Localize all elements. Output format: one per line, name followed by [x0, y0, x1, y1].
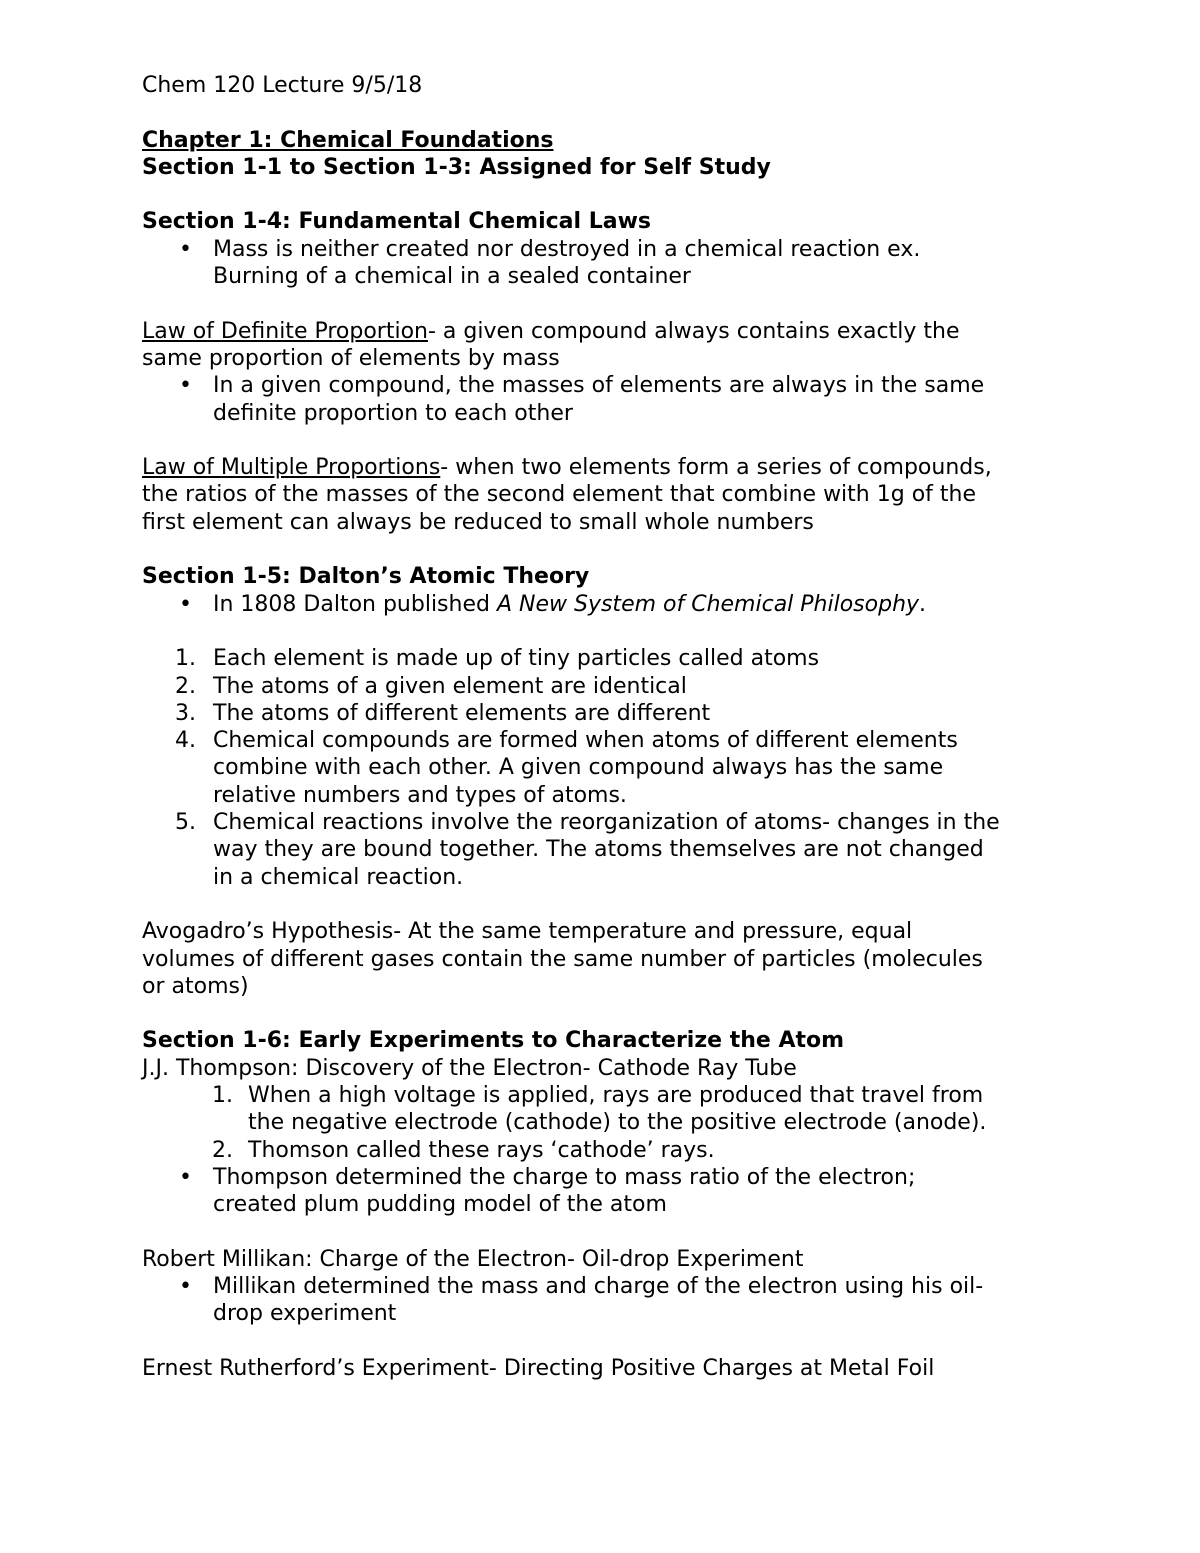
list-item-text: the negative electrode (cathode) to the positive electrode (anode).: [248, 1110, 987, 1136]
list-item-text: Chemical compounds are formed when atoms of different elements: [213, 728, 958, 754]
list-item: [142, 645, 1062, 672]
avogadro-hypothesis: Avogadro’s Hypothesis- At the same temperature and pressure, equal: [142, 919, 913, 945]
millikan-bullets: [142, 1273, 1062, 1328]
list-item-text: created plum pudding model of the atom: [213, 1192, 667, 1218]
list-item: [142, 591, 1062, 618]
list-item-text: Burning of a chemical in a sealed container: [213, 264, 691, 290]
document-header: Chem 120 Lecture 9/5/18: [142, 73, 423, 98]
section-1-5-bullets: [142, 591, 1062, 618]
section-1-4-heading: Section 1-4: Fundamental Chemical Laws: [142, 209, 651, 235]
list-item-text: The atoms of a given element are identical: [213, 673, 687, 699]
list-item-text: The atoms of different elements are different: [213, 700, 711, 726]
multiple-proportions-term: Law of Multiple Proportions: [142, 455, 441, 481]
list-item-text: Each element is made up of tiny particles called atoms: [213, 646, 820, 672]
list-number: 1.: [175, 646, 196, 672]
list-item-text: way they are bound together. The atoms themselves are not changed: [213, 837, 984, 863]
definition-text: the ratios of the masses of the second element that combine with 1g of the: [142, 482, 976, 508]
list-item: [142, 1137, 1062, 1164]
list-item: [142, 1273, 1062, 1328]
list-item-text: Thomson called these rays ‘cathode’ rays.: [248, 1137, 715, 1163]
list-number: 5.: [175, 810, 196, 836]
section-1-4-bullets: [142, 236, 1062, 291]
definition-text: - a given compound always contains exactly the: [427, 318, 960, 344]
list-item: [142, 673, 1062, 700]
blank-line: [142, 891, 1062, 918]
bullet-marker: •: [179, 1164, 192, 1190]
definition-text: - when two elements form a series of compounds,: [440, 455, 992, 481]
bullet-marker: •: [179, 1274, 192, 1300]
list-item-text: in a chemical reaction.: [213, 864, 464, 890]
list-item-text: Thompson determined the charge to mass ratio of the electron;: [213, 1164, 916, 1190]
millikan-heading: Robert Millikan: Charge of the Electron- Oil-drop Experiment: [142, 1246, 804, 1272]
blank-line: [142, 427, 1062, 454]
blank-line: [142, 1218, 1062, 1245]
list-item: [142, 1164, 1062, 1219]
list-item-text: In a given compound, the masses of elements are always in the same: [213, 373, 985, 399]
list-item-text: [213, 591, 1062, 618]
blank-line: [142, 99, 1062, 126]
list-item: [142, 372, 1062, 427]
blank-line: [142, 536, 1062, 563]
list-item: [142, 809, 1062, 891]
list-item-text: Mass is neither created nor destroyed in a chemical reaction ex.: [213, 236, 921, 262]
section-1-6-heading: Section 1-6: Early Experiments to Characterize the Atom: [142, 1028, 845, 1054]
bullet-marker: •: [179, 373, 192, 399]
list-item-text: Chemical reactions involve the reorganization of atoms- changes in the: [213, 810, 1000, 836]
thompson-heading: J.J. Thompson: Discovery of the Electron- Cathode Ray Tube: [142, 1055, 797, 1081]
list-number: 2.: [212, 1137, 233, 1163]
list-number: 3.: [175, 700, 196, 726]
book-title: A New System of Chemical Philosophy: [496, 591, 920, 617]
self-study-heading: Section 1-1 to Section 1-3: Assigned for Self Study: [142, 154, 771, 180]
rutherford-heading: Ernest Rutherford’s Experiment- Directing Positive Charges at Metal Foil: [142, 1355, 935, 1381]
list-item-text: When a high voltage is applied, rays are produced that travel from: [248, 1082, 984, 1108]
list-number: 1.: [212, 1082, 233, 1108]
definition-text: first element can always be reduced to small whole numbers: [142, 509, 814, 535]
list-item: [142, 236, 1062, 291]
definite-proportion-definition: [142, 318, 1062, 345]
list-item: [142, 1082, 1062, 1137]
list-item-text: Millikan determined the mass and charge of the electron using his oil-: [213, 1274, 984, 1300]
document-content: [142, 72, 1062, 1382]
avogadro-hypothesis: volumes of different gases contain the same number of particles (molecules: [142, 946, 983, 972]
dalton-postulates-list: [142, 645, 1062, 891]
list-number: 4.: [175, 728, 196, 754]
text-run: In 1808 Dalton published: [213, 591, 497, 617]
list-item: [142, 727, 1062, 809]
bullet-marker: •: [179, 591, 192, 617]
list-item-text: combine with each other. A given compound always has the same: [213, 755, 944, 781]
section-1-5-heading: Section 1-5: Dalton’s Atomic Theory: [142, 564, 590, 590]
bullet-marker: •: [179, 236, 192, 262]
blank-line: [142, 1000, 1062, 1027]
definition-text: same proportion of elements by mass: [142, 345, 560, 371]
list-item-text: relative numbers and types of atoms.: [213, 782, 627, 808]
blank-line: [142, 181, 1062, 208]
blank-line: [142, 290, 1062, 317]
list-item-text: definite proportion to each other: [213, 400, 573, 426]
list-number: 2.: [175, 673, 196, 699]
definite-proportion-bullets: [142, 372, 1062, 427]
list-item: [142, 700, 1062, 727]
text-run: .: [919, 591, 927, 617]
blank-line: [142, 618, 1062, 645]
multiple-proportions-definition: [142, 454, 1062, 481]
definite-proportion-term: Law of Definite Proportion: [142, 318, 428, 344]
thompson-list: [142, 1082, 1062, 1218]
list-item-text: drop experiment: [213, 1301, 397, 1327]
chapter-title: Chapter 1: Chemical Foundations: [142, 127, 554, 153]
blank-line: [142, 1328, 1062, 1355]
avogadro-hypothesis: or atoms): [142, 973, 249, 999]
